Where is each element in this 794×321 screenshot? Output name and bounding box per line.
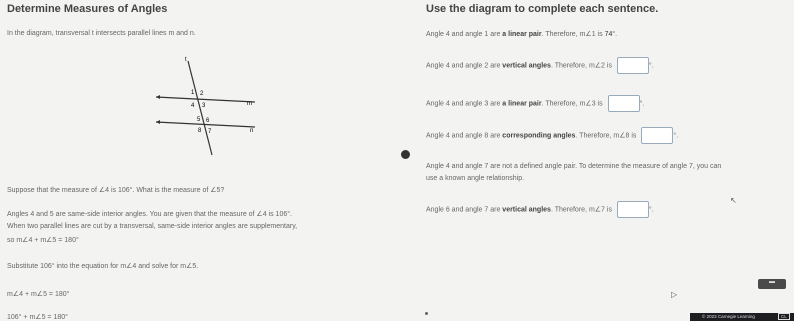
label-angle-7: 7	[208, 129, 212, 135]
sentence-1: Angle 4 and angle 1 are a linear pair. Therefore, m∠1 is 74°.	[426, 31, 618, 38]
step-marker-icon	[401, 150, 410, 159]
copyright-text: © 2023 Carnegie Learning	[702, 314, 755, 319]
angle-8-input[interactable]	[641, 127, 673, 144]
answer-linear-pair: a linear pair	[502, 31, 542, 38]
sentence-2: Angle 4 and angle 2 are vertical angles. Therefore, m∠2 is °.	[426, 57, 654, 74]
explanation-line-3: so m∠4 + m∠5 = 180°	[7, 237, 79, 244]
sentence-6: Angle 6 and angle 7 are vertical angles. Therefore, m∠7 is °.	[426, 201, 654, 218]
label-angle-2: 2	[200, 91, 204, 97]
question-text: Suppose that the measure of ∠4 is 106°. What is the measure of ∠5?	[7, 187, 225, 194]
label-angle-1: 1	[191, 90, 195, 96]
label-m: m	[247, 101, 252, 107]
equation-line-2: 106° + m∠5 = 180°	[7, 314, 68, 321]
activity-instructions: Use the diagram to complete each sentence.	[426, 3, 659, 15]
sentence-4: Angle 4 and angle 8 are corresponding angles. Therefore, m∠8 is °.	[426, 127, 678, 144]
label-angle-3: 3	[202, 103, 206, 109]
angle-7-input[interactable]	[617, 201, 649, 218]
lesson-title: Determine Measures of Angles	[7, 3, 168, 15]
angle-3-input[interactable]	[608, 95, 640, 112]
brand-logo: CL	[778, 313, 790, 320]
label-angle-6: 6	[206, 118, 210, 124]
collapse-button[interactable]: ▬	[758, 279, 786, 289]
sentence-5-line-1: Angle 4 and angle 7 are not a defined angle pair. To determine the measure of angle 7, you can	[426, 163, 722, 170]
label-angle-4: 4	[191, 103, 195, 109]
parallel-lines-diagram	[150, 55, 270, 165]
equation-line-1: m∠4 + m∠5 = 180°	[7, 291, 70, 298]
explanation-line-1: Angles 4 and 5 are same-side interior angles. You are given that the measure of ∠4 is 106°.	[7, 211, 292, 218]
dot-indicator	[425, 312, 428, 315]
label-t: t	[185, 57, 187, 63]
label-n: n	[250, 128, 254, 134]
angle-2-input[interactable]	[617, 57, 649, 74]
explanation-line-2: When two parallel lines are cut by a transversal, same-side interior angles are supplementary,	[7, 223, 298, 230]
footer-bar	[690, 313, 794, 321]
pointer-icon: ↖	[730, 196, 737, 205]
substitute-instruction: Substitute 106° into the equation for m∠4 and solve for m∠5.	[7, 263, 199, 270]
cursor-icon: ▷	[671, 290, 678, 299]
angle-1-value: 74	[604, 31, 613, 38]
line-m	[156, 97, 255, 102]
label-angle-5: 5	[197, 117, 201, 123]
arrow-icon	[156, 95, 160, 99]
intro-text: In the diagram, transversal t intersects parallel lines m and n.	[7, 30, 196, 37]
arrow-icon	[156, 120, 160, 124]
sentence-5-line-2: use a known angle relationship.	[426, 175, 525, 182]
sentence-3: Angle 4 and angle 3 are a linear pair. Therefore, m∠3 is °.	[426, 95, 644, 112]
label-angle-8: 8	[198, 128, 202, 134]
